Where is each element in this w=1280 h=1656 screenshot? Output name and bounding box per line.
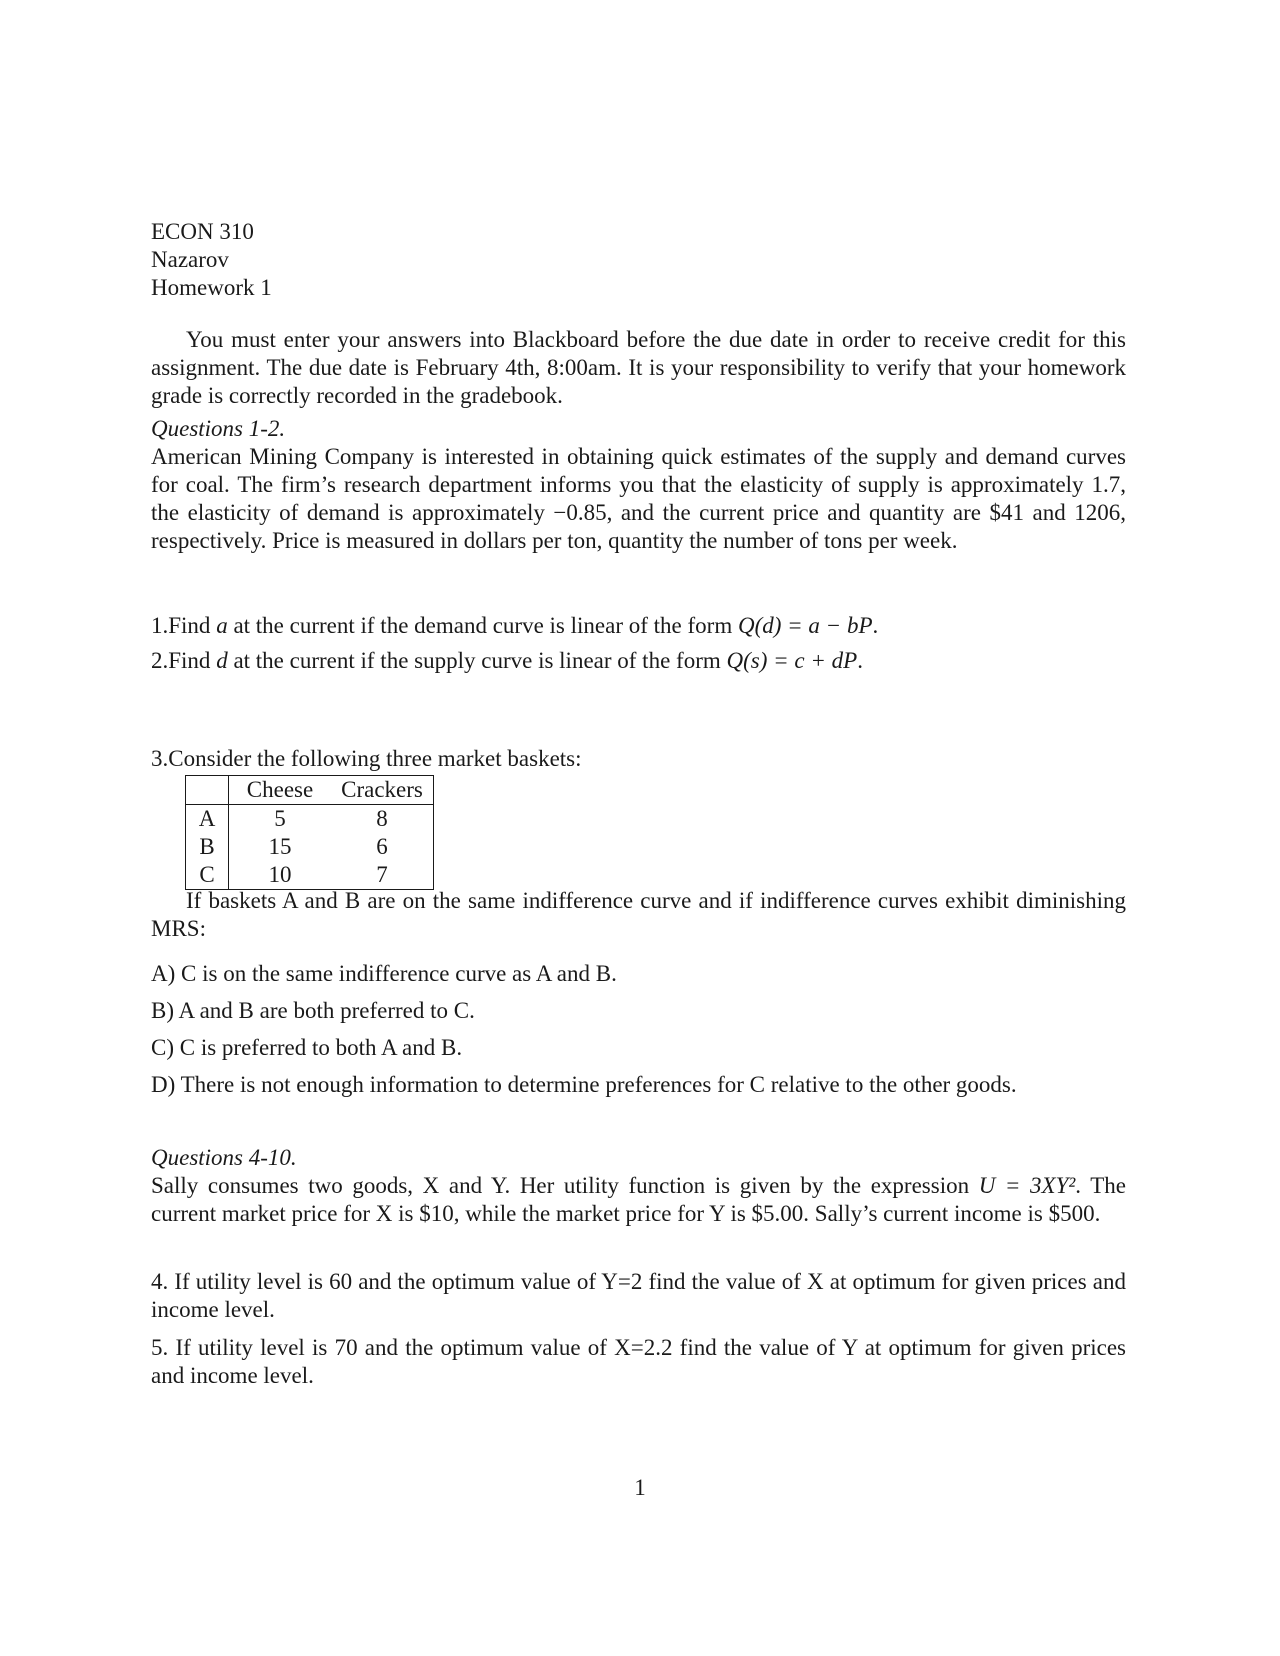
variable: a	[216, 613, 228, 638]
table-corner	[186, 776, 229, 805]
course-code: ECON 310	[151, 219, 254, 244]
question-text: 5. If utility level is 70 and the optimum value of X=2.2 find the value of Y at optimum for given prices and income level.	[151, 1335, 1126, 1388]
question-4	[151, 1268, 1126, 1324]
document-header	[151, 218, 1126, 302]
answer-option: D) There is not enough information to determine preferences for C relative to the other goods.	[151, 1072, 1017, 1097]
section-text: Sally consumes two goods, X and Y. Her utility function is given by the expression	[151, 1173, 979, 1198]
cell-crackers: 8	[376, 806, 388, 831]
answer-option: B) A and B are both preferred to C.	[151, 998, 475, 1023]
instructor-name: Nazarov	[151, 247, 229, 272]
intro-paragraph-block	[151, 326, 1126, 410]
question-2	[151, 647, 1126, 675]
option-b	[151, 997, 1126, 1025]
period: .	[872, 613, 879, 638]
cell-cheese: 10	[268, 862, 292, 887]
row-label: C	[186, 861, 229, 889]
question-number: 2.	[151, 648, 169, 673]
cell-crackers: 7	[376, 862, 388, 887]
row-label: A	[186, 805, 229, 834]
market-baskets-table	[185, 775, 434, 890]
table-row	[186, 805, 433, 834]
question-text: Find	[168, 648, 217, 673]
question-text: 3.Consider the following three market baskets:	[151, 746, 582, 771]
cell-crackers: 6	[376, 834, 388, 859]
table-row	[186, 833, 433, 861]
question-text: If baskets A and B are on the same indifference curve and if indifference curves exhibit diminishing MRS:	[151, 888, 1126, 941]
formula: Q(d) = a − bP	[737, 613, 873, 638]
question-3-intro	[151, 745, 1126, 773]
option-a	[151, 960, 1126, 988]
question-5	[151, 1334, 1126, 1390]
question-3-stem	[151, 887, 1126, 943]
question-text: at the current if the supply curve is linear of the form	[227, 648, 727, 673]
page-number: 1	[634, 1475, 646, 1500]
answer-option: A) C is on the same indifference curve as A and B.	[151, 961, 617, 986]
intro-paragraph: You must enter your answers into Blackboard before the due date in order to receive credit for this assignment. The due date is February 4th, 8:00am. It is your responsibility to verify that your homework grade is correctly recorded in the gradebook.	[151, 327, 1126, 408]
section-title: Questions 1-2.	[151, 416, 286, 441]
formula: U = 3XY²	[978, 1173, 1076, 1198]
cell-cheese: 15	[268, 834, 292, 859]
variable: d	[216, 648, 228, 673]
section-text: . The current market price for X is $10, while the market price for Y is $5.00. Sally’s current income is $500.	[151, 1173, 1127, 1226]
question-text: 4. If utility level is 60 and the optimum value of Y=2 find the value of X at optimum for given prices and income level.	[151, 1269, 1126, 1322]
column-header-crackers: Crackers	[331, 776, 433, 805]
table-row	[186, 861, 433, 889]
question-number: 1.	[151, 613, 169, 638]
section-questions-1-2	[151, 415, 1126, 555]
answer-option: C) C is preferred to both A and B.	[151, 1035, 463, 1060]
question-text: Find	[168, 613, 217, 638]
section-questions-4-10	[151, 1144, 1126, 1228]
formula: Q(s) = c + dP	[726, 648, 858, 673]
question-1	[151, 612, 1126, 640]
section-text: American Mining Company is interested in obtaining quick estimates of the supply and demand curves for coal. The firm’s research department informs you that the elasticity of supply is approximately 1.7, the elasticity of demand is approximately −0.85, and the current price and quantity are $41 and 1206, respectively. Price is measured in dollars per ton, quantity the number of tons per week.	[151, 444, 1126, 553]
column-header-cheese: Cheese	[229, 776, 332, 805]
option-d	[151, 1071, 1126, 1099]
period: .	[857, 648, 863, 673]
section-title: Questions 4-10.	[151, 1145, 297, 1170]
question-text: at the current if the demand curve is linear of the form	[227, 613, 738, 638]
assignment-title: Homework 1	[151, 275, 272, 300]
row-label: B	[186, 833, 229, 861]
cell-cheese: 5	[274, 806, 286, 831]
option-c	[151, 1034, 1126, 1062]
